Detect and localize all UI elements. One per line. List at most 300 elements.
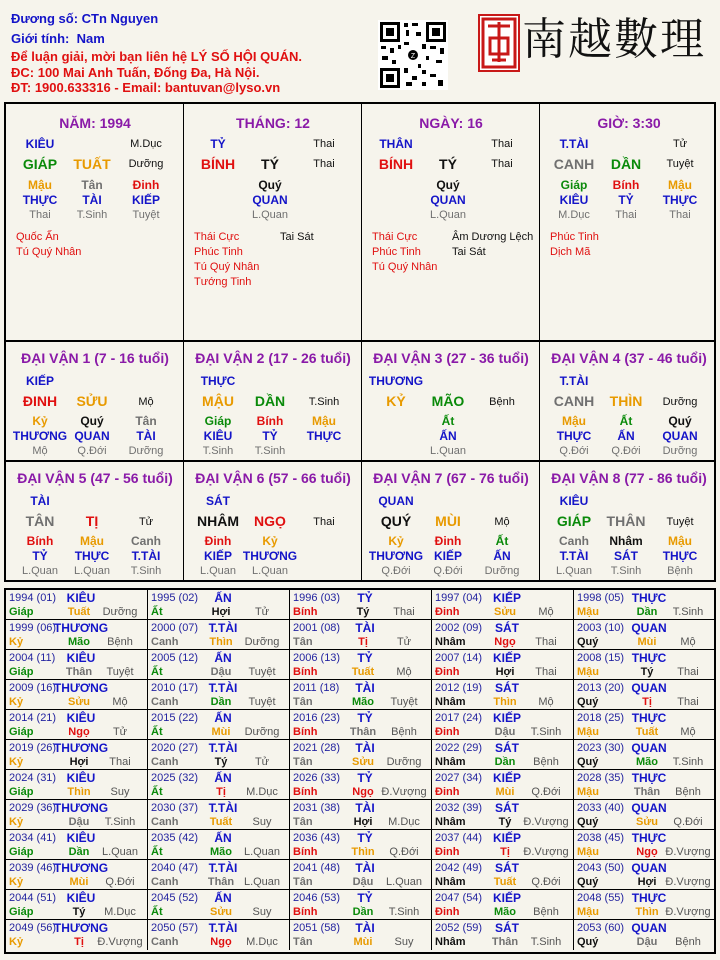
pillar-r3-2: Mậu xyxy=(668,178,692,192)
year-chi: Hợi xyxy=(637,876,657,888)
dai-van-hidden: Đinh xyxy=(204,534,232,548)
dai-van-chi: MÃO xyxy=(431,393,465,409)
pillar-r1-0: THÂN xyxy=(379,137,413,151)
year-label: 1999 (06) xyxy=(9,622,57,634)
year-label: 2013 (20) xyxy=(577,682,625,694)
year-cell[interactable] xyxy=(432,890,574,920)
pillar-star: Quốc Ấn xyxy=(16,231,59,243)
year-label: 2005 (12) xyxy=(151,652,199,664)
year-cell[interactable] xyxy=(574,860,714,890)
year-ten-god: TÀI xyxy=(355,741,375,755)
year-ten-god: T.TÀI xyxy=(208,921,238,935)
pillar-title: NĂM: 1994 xyxy=(59,115,131,131)
dai-van-hidden: Kỷ xyxy=(262,534,278,548)
dai-van-title: ĐẠI VẬN 5 (47 - 56 tuổi) xyxy=(17,470,173,486)
year-can: Quý xyxy=(577,636,599,648)
year-cell[interactable] xyxy=(148,800,290,830)
year-cell[interactable] xyxy=(6,590,148,620)
year-stage: Mộ xyxy=(396,666,412,678)
year-chi: Tý xyxy=(356,606,370,618)
year-ten-god: QUAN xyxy=(631,681,667,695)
svg-text:Z: Z xyxy=(410,53,416,60)
dai-van-hidden-god: THƯƠNG xyxy=(242,549,298,563)
year-chi: Dậu xyxy=(636,936,658,948)
year-chi: Thân xyxy=(491,936,519,948)
owner-name: Đương số: CTn Nguyen xyxy=(11,11,159,26)
dai-van-chi: MÙI xyxy=(435,513,461,529)
year-cell[interactable] xyxy=(148,860,290,890)
year-can: Đinh xyxy=(435,726,460,738)
dai-van-hidden-god: TÀI xyxy=(136,429,156,443)
dai-van-hidden-god: KIẾP xyxy=(433,549,463,563)
year-cell[interactable] xyxy=(432,650,574,680)
year-can: Mậu xyxy=(577,906,599,918)
year-chi: Tuất xyxy=(209,816,233,828)
year-cell[interactable] xyxy=(6,920,148,950)
year-ten-god: T.TÀI xyxy=(208,741,238,755)
year-stage: T.Sinh xyxy=(672,756,704,768)
year-label: 2030 (37) xyxy=(151,802,199,814)
year-cell[interactable] xyxy=(148,740,290,770)
year-ten-god: QUAN xyxy=(631,861,667,875)
dai-van-chi: TỊ xyxy=(85,513,99,529)
dai-van-hidden: Kỷ xyxy=(32,414,48,428)
year-chi: Mùi xyxy=(637,636,657,648)
year-cell[interactable] xyxy=(148,590,290,620)
year-chi: Thìn xyxy=(493,696,517,708)
year-label: 2027 (34) xyxy=(435,772,483,784)
year-cell[interactable] xyxy=(432,710,574,740)
year-can: Canh xyxy=(151,816,179,828)
year-can: Đinh xyxy=(435,906,460,918)
year-cell[interactable] xyxy=(574,830,714,860)
dai-van-title: ĐẠI VẬN 1 (7 - 16 tuổi) xyxy=(21,350,169,366)
year-label: 2046 (53) xyxy=(293,892,341,904)
dai-van-hidden-stage: L.Quan xyxy=(21,565,59,577)
year-can: Giáp xyxy=(9,666,34,678)
dai-van-hidden: Mậu xyxy=(312,414,336,428)
pillar-r4-1: QUAN xyxy=(430,193,466,207)
year-chi: Thìn xyxy=(209,636,233,648)
dai-van-ten-god: T.TÀI xyxy=(559,374,589,388)
year-cell[interactable] xyxy=(290,590,432,620)
year-cell[interactable] xyxy=(432,860,574,890)
year-cell[interactable] xyxy=(432,770,574,800)
year-cell[interactable] xyxy=(574,650,714,680)
year-label: 1997 (04) xyxy=(435,592,483,604)
year-can: Bính xyxy=(293,606,318,618)
dai-van-stage: T.Sinh xyxy=(308,396,340,408)
year-cell[interactable] xyxy=(574,770,714,800)
year-cell[interactable] xyxy=(6,860,148,890)
year-chi: Tị xyxy=(74,936,84,948)
year-stage: Mộ xyxy=(538,606,554,618)
year-ten-god: TÀI xyxy=(355,801,375,815)
year-label: 2034 (41) xyxy=(9,832,57,844)
dai-van-2 xyxy=(184,342,362,460)
year-cell[interactable] xyxy=(574,740,714,770)
dai-van-6 xyxy=(184,462,362,580)
year-ten-god: KIÊU xyxy=(66,651,96,665)
year-cell[interactable] xyxy=(290,680,432,710)
year-cell[interactable] xyxy=(574,890,714,920)
year-can: Nhâm xyxy=(435,876,466,888)
year-chi: Thân xyxy=(65,666,93,678)
year-can: Mậu xyxy=(577,846,599,858)
dai-van-hidden: Quý xyxy=(668,414,692,428)
pillar-r2-1: TÝ xyxy=(439,156,457,172)
year-cell[interactable] xyxy=(432,830,574,860)
year-can: Ất xyxy=(151,906,163,918)
year-stage: Tuyệt xyxy=(248,666,276,678)
year-stage: Bệnh xyxy=(675,786,701,798)
year-chi: Tị xyxy=(642,696,652,708)
year-chi: Dậu xyxy=(494,726,516,738)
year-stage: Q.Đới xyxy=(389,846,419,858)
year-cell[interactable] xyxy=(148,650,290,680)
dai-van-5 xyxy=(6,462,184,580)
year-ten-god: QUAN xyxy=(631,801,667,815)
dai-van-hidden-god: TỶ xyxy=(262,429,278,443)
year-stage: Bệnh xyxy=(675,936,701,948)
header xyxy=(0,0,720,100)
year-can: Ất xyxy=(151,726,163,738)
year-stage: L.Quan xyxy=(243,846,281,858)
dai-van-hidden-god: KIÊU xyxy=(203,429,233,443)
dai-van-row-1 xyxy=(4,342,716,462)
year-label: 2038 (45) xyxy=(577,832,625,844)
year-chi: Dần xyxy=(352,906,374,918)
pillar-r2-0: CANH xyxy=(553,156,595,172)
year-cell[interactable] xyxy=(6,740,148,770)
brand-text: 南越數理 xyxy=(522,14,706,65)
year-can: Kỷ xyxy=(9,816,24,828)
year-cell[interactable] xyxy=(574,710,714,740)
dai-van-hidden-stage: L.Quan xyxy=(73,565,111,577)
year-ten-god: THỰC xyxy=(631,651,667,665)
year-cell[interactable] xyxy=(6,710,148,740)
year-can: Mậu xyxy=(577,606,599,618)
year-chi: Mão xyxy=(352,696,374,708)
dai-van-hidden-stage: Q.Đới xyxy=(559,445,589,457)
pillar-r2-0: GIÁP xyxy=(22,156,58,172)
dai-van-3 xyxy=(362,342,540,460)
dai-van-title: ĐẠI VẬN 3 (27 - 36 tuổi) xyxy=(373,350,529,366)
dai-van-stage: Bệnh xyxy=(489,396,515,408)
year-can: Mậu xyxy=(577,726,599,738)
dai-van-hidden-stage: Mộ xyxy=(32,445,48,457)
year-stage: Mộ xyxy=(680,636,696,648)
year-cell[interactable] xyxy=(574,800,714,830)
year-ten-god: ẤN xyxy=(214,591,232,605)
dai-van-hidden: Canh xyxy=(131,534,161,548)
year-can: Giáp xyxy=(9,726,34,738)
year-chi: Dần xyxy=(68,846,90,858)
year-cell[interactable] xyxy=(290,890,432,920)
year-stage: Tử xyxy=(112,726,128,738)
dai-van-hidden-stage: L.Quan xyxy=(429,445,467,457)
year-ten-god: KIẾP xyxy=(492,771,522,785)
year-can: Bính xyxy=(293,666,318,678)
year-chi: Hợi xyxy=(495,666,515,678)
dai-van-hidden-god: QUAN xyxy=(662,429,698,443)
year-label: 2042 (49) xyxy=(435,862,483,874)
year-cell[interactable] xyxy=(290,620,432,650)
year-cell[interactable] xyxy=(290,920,432,950)
year-ten-god: KIẾP xyxy=(492,831,522,845)
dai-van-chi: SỬU xyxy=(76,393,108,409)
pillar-r4-2: THỰC xyxy=(662,193,698,207)
year-stage: Thai xyxy=(109,756,131,768)
year-cell[interactable] xyxy=(6,680,148,710)
dai-van-hidden: Kỷ xyxy=(388,534,404,548)
year-ten-god: THƯƠNG xyxy=(53,801,109,815)
pillar-star: Tướng Tinh xyxy=(194,276,252,288)
pillar-star: Tú Quý Nhân xyxy=(372,261,438,273)
year-ten-god: QUAN xyxy=(631,921,667,935)
year-stage: Mộ xyxy=(680,726,696,738)
year-chi: Tý xyxy=(72,906,86,918)
year-ten-god: THỰC xyxy=(631,831,667,845)
year-can: Canh xyxy=(151,936,179,948)
year-stage: T.Sinh xyxy=(530,726,562,738)
year-ten-god: TỶ xyxy=(357,591,373,605)
year-label: 2016 (23) xyxy=(293,712,341,724)
year-cell[interactable] xyxy=(290,710,432,740)
year-can: Đinh xyxy=(435,666,460,678)
pillar-r3-1: Quý xyxy=(436,178,460,192)
year-stage: Dưỡng xyxy=(244,726,280,738)
dai-van-stage: Mộ xyxy=(494,516,510,528)
dai-van-hidden: Bính xyxy=(256,414,284,428)
pillar-r2-0: BÍNH xyxy=(200,156,236,172)
dai-van-hidden-god: THỰC xyxy=(306,429,342,443)
pillar-r4-1: TỶ xyxy=(618,193,634,207)
dai-van-hidden-god: ẤN xyxy=(439,429,457,443)
year-stage: Đ.Vượng xyxy=(665,876,711,888)
year-can: Quý xyxy=(577,816,599,828)
year-cell[interactable] xyxy=(432,800,574,830)
year-label: 2010 (17) xyxy=(151,682,199,694)
dai-van-hidden: Giáp xyxy=(204,414,232,428)
pillar-r4-1: TÀI xyxy=(82,193,102,207)
dai-van-hidden-god: TỶ xyxy=(32,549,48,563)
dai-van-hidden-god: ẤN xyxy=(617,429,635,443)
year-ten-god: ẤN xyxy=(214,831,232,845)
pillar-r2-1: DẦN xyxy=(610,156,642,172)
year-stage: Q.Đới xyxy=(531,876,561,888)
year-can: Tân xyxy=(293,696,313,708)
year-cell[interactable] xyxy=(290,800,432,830)
year-cell[interactable] xyxy=(432,590,574,620)
year-chi: Thân xyxy=(349,726,377,738)
year-cell[interactable] xyxy=(290,830,432,860)
year-label: 2039 (46) xyxy=(9,862,57,874)
year-cell[interactable] xyxy=(290,740,432,770)
year-cell[interactable] xyxy=(574,920,714,950)
year-label: 2002 (09) xyxy=(435,622,483,634)
year-ten-god: SÁT xyxy=(495,861,519,875)
year-label: 1995 (02) xyxy=(151,592,199,604)
year-ten-god: TÀI xyxy=(355,921,375,935)
dai-van-hidden: Ất xyxy=(441,414,455,428)
year-can: Tân xyxy=(293,636,313,648)
year-ten-god: KIÊU xyxy=(66,891,96,905)
pillar-r1-2: Thai xyxy=(491,138,513,150)
year-stage: M.Dục xyxy=(388,816,420,828)
dai-van-ten-god: SÁT xyxy=(206,494,230,508)
pillar-star: Tai Sát xyxy=(452,246,486,258)
year-stage: Thai xyxy=(677,696,699,708)
year-can: Kỷ xyxy=(9,636,24,648)
pillar-r5-2: Thai xyxy=(669,209,691,221)
pillar-0 xyxy=(6,104,184,340)
year-chi: Ngọ xyxy=(68,726,90,738)
year-chi: Ngọ xyxy=(352,786,374,798)
year-cell[interactable] xyxy=(290,860,432,890)
pillar-r4-0: KIÊU xyxy=(559,193,589,207)
year-ten-god: THƯƠNG xyxy=(53,741,109,755)
year-can: Nhâm xyxy=(435,756,466,768)
year-cell[interactable] xyxy=(148,920,290,950)
year-ten-god: THƯƠNG xyxy=(53,681,109,695)
pillar-r3-0: Giáp xyxy=(560,178,588,192)
year-stage: Thai xyxy=(535,636,557,648)
year-stage: L.Quan xyxy=(385,876,423,888)
year-cell[interactable] xyxy=(148,770,290,800)
year-stage: Bệnh xyxy=(533,906,559,918)
dai-van-hidden-god: T.TÀI xyxy=(131,549,161,563)
year-label: 2025 (32) xyxy=(151,772,199,784)
year-stage: Q.Đới xyxy=(531,786,561,798)
seal-stamp-icon xyxy=(478,14,520,72)
pillar-r5-0: M.Dục xyxy=(558,209,590,221)
year-cell[interactable] xyxy=(432,920,574,950)
year-cell[interactable] xyxy=(290,650,432,680)
dai-van-can: KỶ xyxy=(386,393,406,409)
year-cell[interactable] xyxy=(574,590,714,620)
year-chi: Sửu xyxy=(635,816,659,828)
year-label: 2017 (24) xyxy=(435,712,483,724)
dai-van-hidden-stage: Q.Đới xyxy=(381,565,411,577)
year-cell[interactable] xyxy=(6,620,148,650)
dai-van-title: ĐẠI VẬN 8 (77 - 86 tuổi) xyxy=(551,470,707,486)
brand-logo xyxy=(478,10,706,80)
pillar-r1-0: TỶ xyxy=(210,137,226,151)
year-ten-god: T.TÀI xyxy=(208,861,238,875)
year-stage: Đ.Vượng xyxy=(97,936,143,948)
year-can: Canh xyxy=(151,696,179,708)
dai-van-ten-god: KIÊU xyxy=(559,494,589,508)
dai-van-title: ĐẠI VẬN 2 (17 - 26 tuổi) xyxy=(195,350,351,366)
pillar-title: NGÀY: 16 xyxy=(419,115,483,131)
qr-code-icon[interactable] xyxy=(378,20,448,90)
year-cell[interactable] xyxy=(6,890,148,920)
year-label: 2022 (29) xyxy=(435,742,483,754)
year-cell[interactable] xyxy=(148,710,290,740)
year-ten-god: KIÊU xyxy=(66,711,96,725)
dai-van-hidden-god: QUAN xyxy=(74,429,110,443)
pillar-r5-0: Thai xyxy=(29,209,51,221)
dai-van-title: ĐẠI VẬN 6 (57 - 66 tuổi) xyxy=(195,470,351,486)
year-can: Bính xyxy=(293,846,318,858)
year-ten-god: THỰC xyxy=(631,591,667,605)
pillar-2 xyxy=(362,104,540,340)
year-label: 2006 (13) xyxy=(293,652,341,664)
year-ten-god: TỶ xyxy=(357,651,373,665)
year-label: 2000 (07) xyxy=(151,622,199,634)
year-label: 1998 (05) xyxy=(577,592,625,604)
year-cell[interactable] xyxy=(574,620,714,650)
year-ten-god: KIÊU xyxy=(66,831,96,845)
pillar-r2-1: TUẤT xyxy=(73,156,111,172)
year-cell[interactable] xyxy=(148,680,290,710)
year-cell[interactable] xyxy=(6,650,148,680)
year-cell[interactable] xyxy=(432,680,574,710)
year-ten-god: T.TÀI xyxy=(208,681,238,695)
year-can: Tân xyxy=(293,876,313,888)
year-ten-god: THỰC xyxy=(631,891,667,905)
year-can: Canh xyxy=(151,636,179,648)
address: ĐC: 100 Mai Anh Tuấn, Đống Đa, Hà Nội. xyxy=(11,65,260,80)
year-chi: Mùi xyxy=(69,876,89,888)
dai-van-hidden: Mậu xyxy=(562,414,586,428)
pillar-r3-1: Tân xyxy=(81,178,103,192)
year-ten-god: T.TÀI xyxy=(208,801,238,815)
dai-van-title: ĐẠI VẬN 7 (67 - 76 tuổi) xyxy=(373,470,529,486)
pillar-r3-1: Bính xyxy=(612,178,640,192)
year-cell[interactable] xyxy=(6,770,148,800)
year-can: Kỷ xyxy=(9,696,24,708)
pillar-r1-0: T.TÀI xyxy=(559,137,589,151)
year-label: 2051 (58) xyxy=(293,922,341,934)
year-ten-god: THƯƠNG xyxy=(53,621,109,635)
year-cell[interactable] xyxy=(6,800,148,830)
dai-van-can: GIÁP xyxy=(556,513,592,529)
year-ten-god: ẤN xyxy=(214,891,232,905)
year-label: 2050 (57) xyxy=(151,922,199,934)
year-cell[interactable] xyxy=(290,770,432,800)
year-chi: Mão xyxy=(68,636,90,648)
year-stage: M.Dục xyxy=(104,906,136,918)
year-can: Quý xyxy=(577,936,599,948)
year-cell[interactable] xyxy=(6,830,148,860)
year-chi: Tuất xyxy=(67,606,91,618)
pillar-r1-2: Thai xyxy=(313,138,335,150)
dai-van-hidden-stage: Dưỡng xyxy=(484,565,520,577)
year-cell[interactable] xyxy=(148,830,290,860)
year-cell[interactable] xyxy=(432,620,574,650)
year-can: Bính xyxy=(293,726,318,738)
year-chi: Sửu xyxy=(209,906,233,918)
year-chi: Tị xyxy=(216,786,226,798)
year-cell[interactable] xyxy=(148,890,290,920)
year-chi: Ngọ xyxy=(210,936,232,948)
year-ten-god: KIẾP xyxy=(492,591,522,605)
year-label: 1996 (03) xyxy=(293,592,341,604)
year-cell[interactable] xyxy=(148,620,290,650)
pillar-r1-2: Tử xyxy=(672,138,688,150)
year-cell[interactable] xyxy=(432,740,574,770)
year-ten-god: SÁT xyxy=(495,921,519,935)
year-chi: Dần xyxy=(494,756,516,768)
dai-van-7 xyxy=(362,462,540,580)
dai-van-hidden-stage: L.Quan xyxy=(555,565,593,577)
dai-van-hidden-stage: Q.Đới xyxy=(433,565,463,577)
year-cell[interactable] xyxy=(574,680,714,710)
dai-van-hidden-god: KIẾP xyxy=(203,549,233,563)
year-stage: M.Dục xyxy=(246,786,278,798)
